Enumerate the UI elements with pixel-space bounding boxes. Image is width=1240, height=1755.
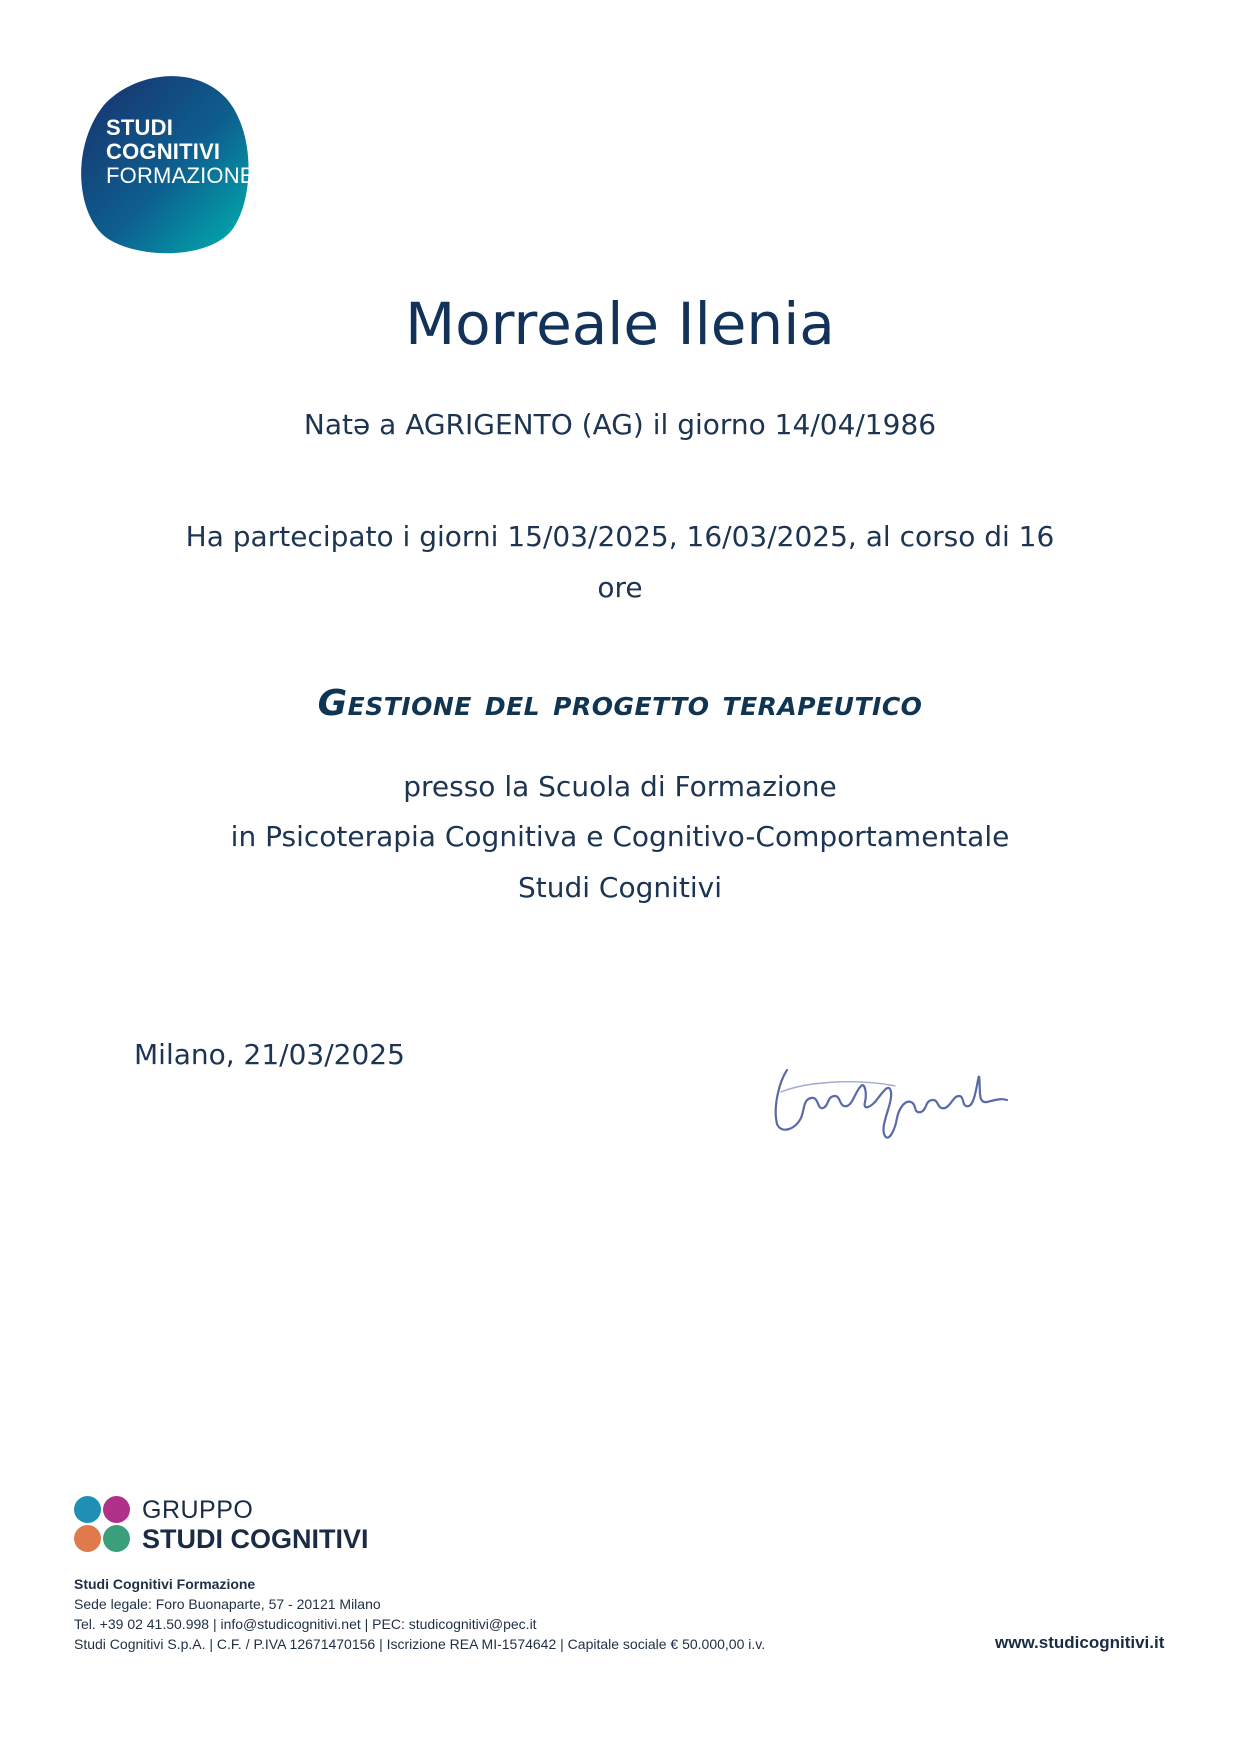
school-line-2: in Psicoterapia Cognitiva e Cognitivo-Comportamentale xyxy=(230,820,1010,853)
website-link[interactable]: www.studicognitivi.it xyxy=(995,1633,1165,1652)
attendance-line-1: Ha partecipato i giorni 15/03/2025, 16/03/2025, al corso di 16 xyxy=(185,520,1055,553)
logo-text-studi: STUDI xyxy=(106,115,173,140)
company-name: Studi Cognitivi Formazione xyxy=(74,1576,256,1592)
dot-blue xyxy=(74,1496,101,1523)
signature-image xyxy=(765,1052,1015,1142)
attendance-line-2: ore xyxy=(597,571,643,604)
company-legal: Studi Cognitivi S.p.A. | C.F. / P.IVA 12671470156 | Iscrizione REA MI-1574642 | Capitale sociale € 50.000,00 i.v. xyxy=(74,1636,766,1652)
birth-info: Natə a AGRIGENTO (AG) il giorno 14/04/1986 xyxy=(303,408,937,441)
dot-green xyxy=(103,1525,130,1552)
course-title: Gestione del progetto terapeutico xyxy=(317,683,923,724)
colored-dots-icon xyxy=(74,1496,134,1556)
company-info xyxy=(74,1574,765,1654)
dot-magenta xyxy=(103,1496,130,1523)
place-and-date: Milano, 21/03/2025 xyxy=(134,1038,405,1071)
dot-orange xyxy=(74,1525,101,1552)
logo-text-formazione: FORMAZIONE xyxy=(106,163,255,188)
studi-cognitivi-formazione-logo xyxy=(74,70,255,254)
gruppo-studi-cognitivi-logo xyxy=(74,1496,369,1558)
group-label: GRUPPO xyxy=(142,1496,254,1524)
company-contacts: Tel. +39 02 41.50.998 | info@studicognitivi.net | PEC: studicognitivi@pec.it xyxy=(74,1616,537,1632)
logo-text-cognitivi: COGNITIVI xyxy=(106,139,221,164)
company-address: Sede legale: Foro Buonaparte, 57 - 20121 Milano xyxy=(74,1596,381,1612)
recipient-name: Morreale Ilenia xyxy=(405,290,835,358)
group-name: STUDI COGNITIVI xyxy=(142,1524,369,1554)
school-line-3: Studi Cognitivi xyxy=(517,871,723,904)
school-line-1: presso la Scuola di Formazione xyxy=(403,770,837,803)
